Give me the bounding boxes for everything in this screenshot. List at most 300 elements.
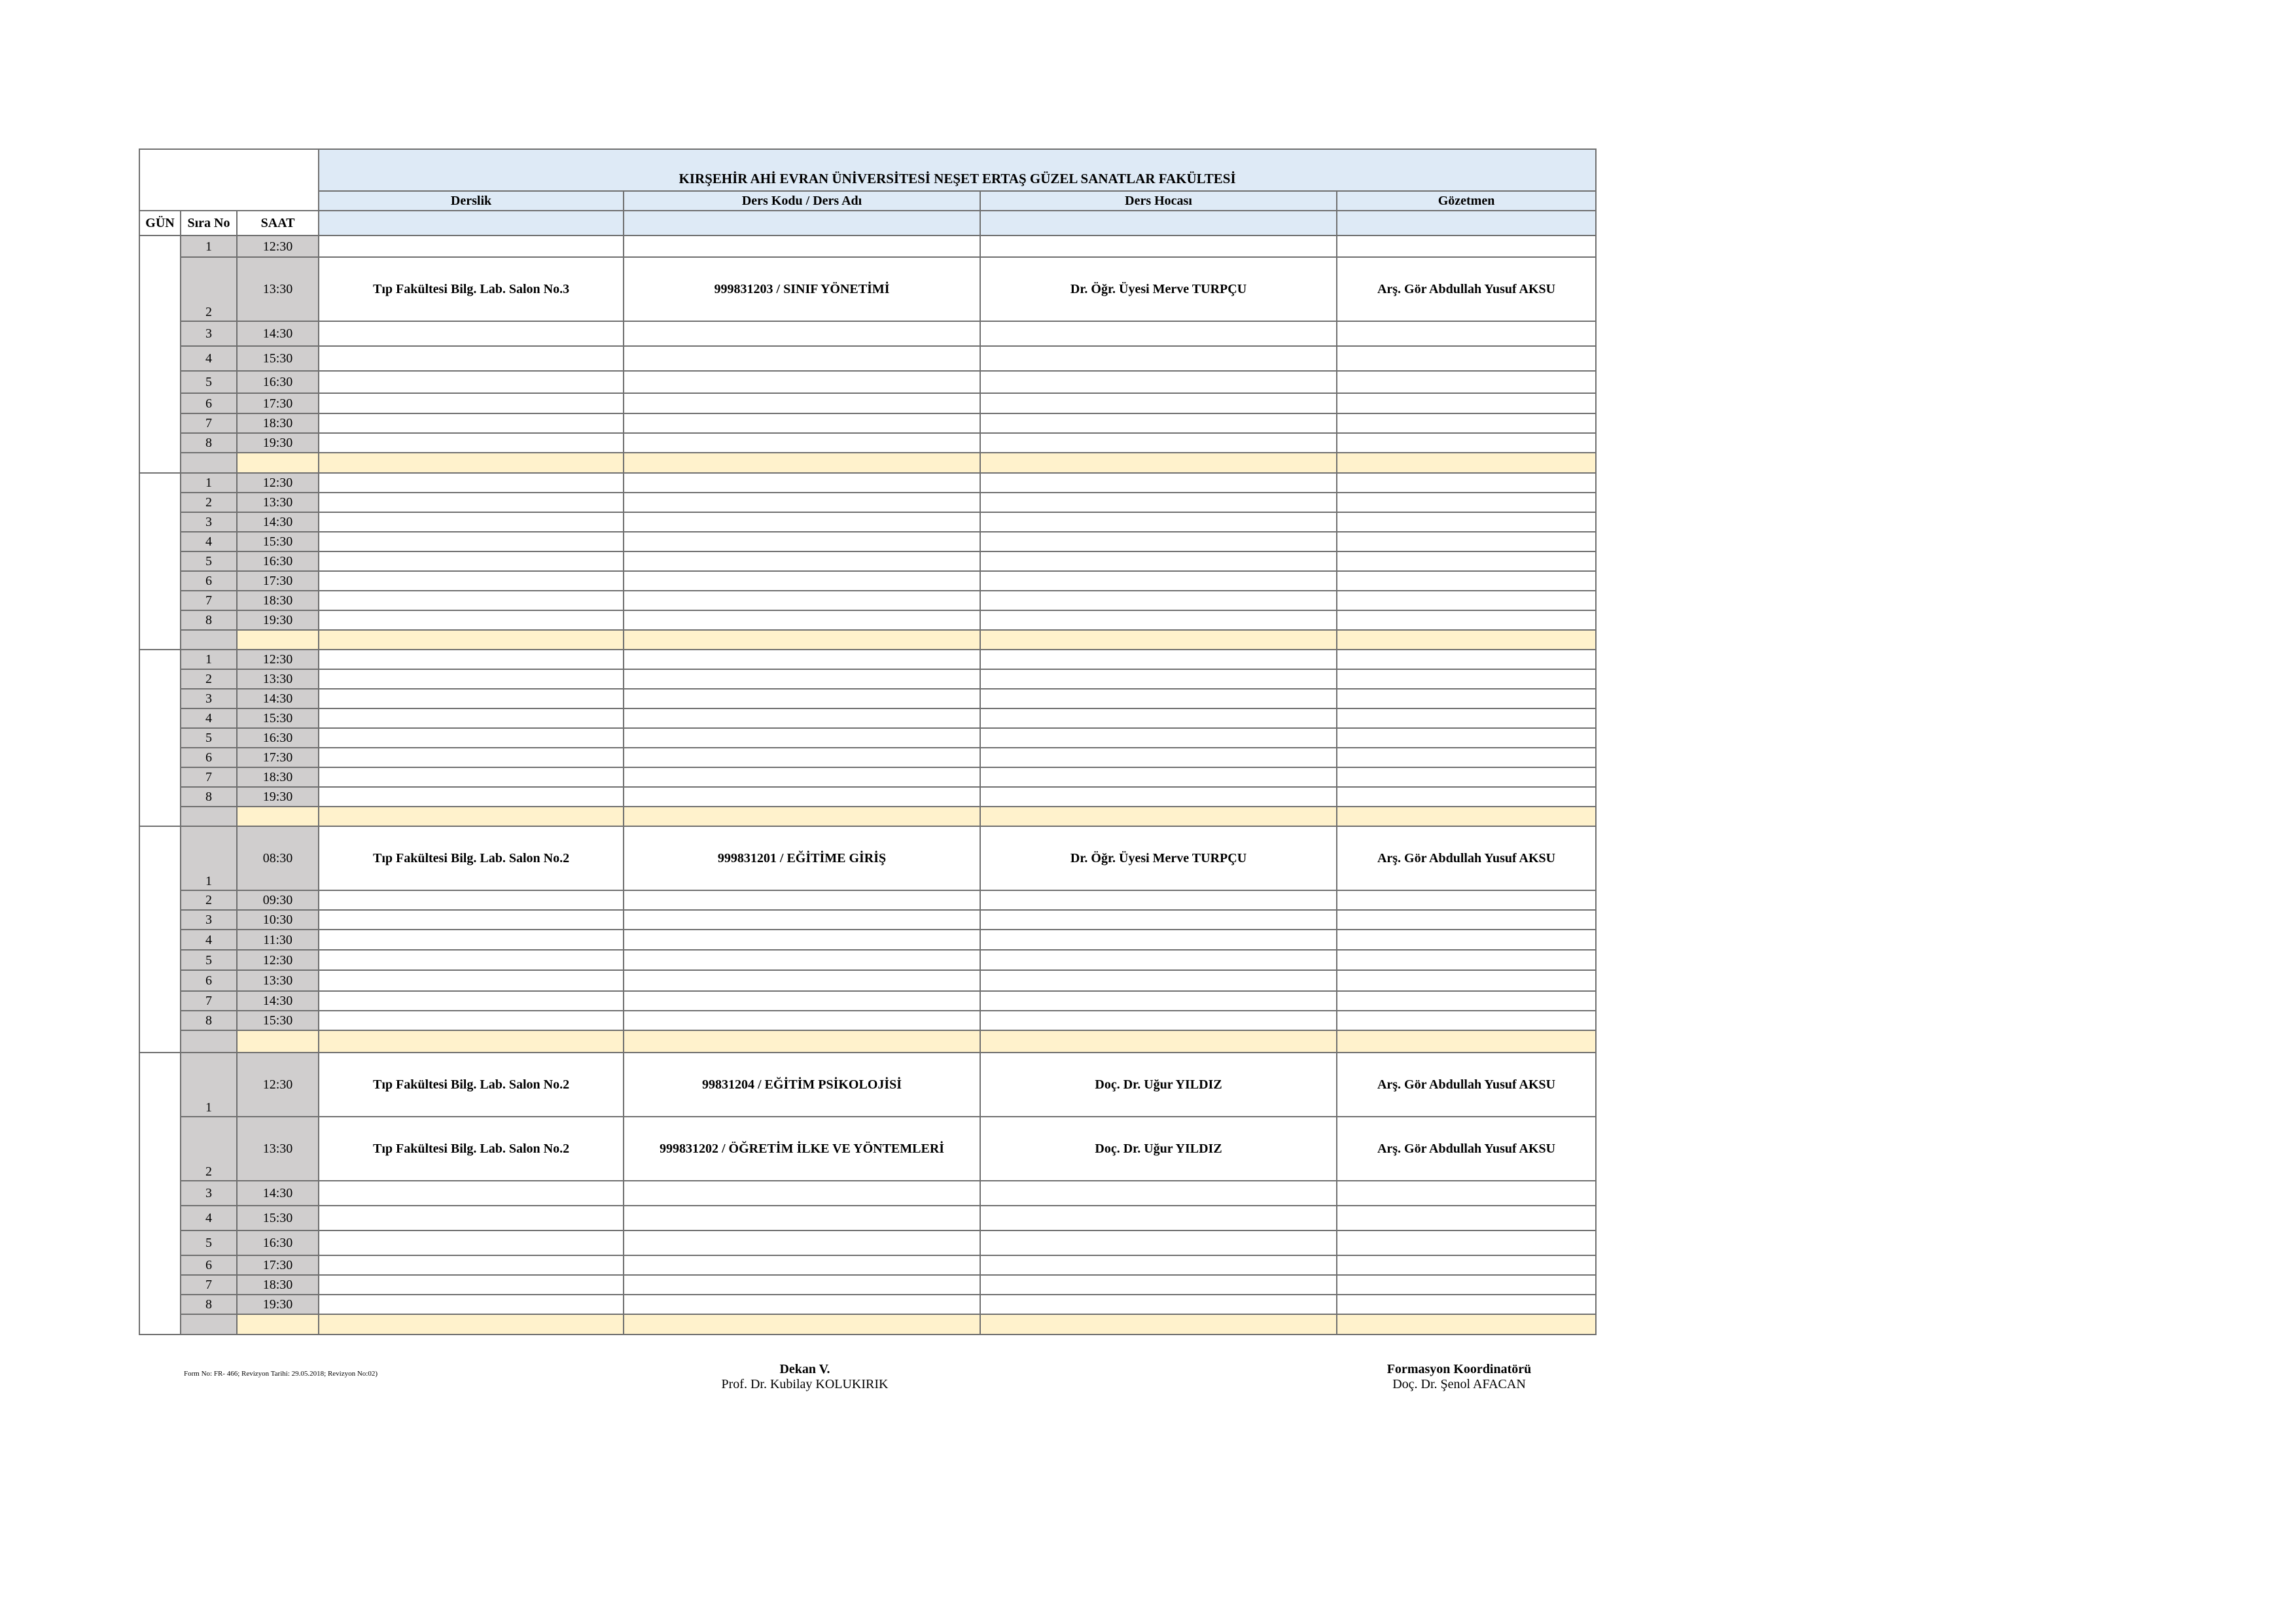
table-row	[139, 728, 1596, 748]
row-proctor	[1337, 950, 1596, 970]
table-row	[139, 473, 1596, 493]
row-classroom: Tıp Fakültesi Bilg. Lab. Salon No.3	[319, 257, 624, 321]
row-instructor	[980, 532, 1337, 551]
row-course	[624, 728, 980, 748]
row-proctor	[1337, 689, 1596, 708]
row-instructor: Dr. Öğr. Üyesi Merve TURPÇU	[980, 257, 1337, 321]
row-number: 1	[181, 826, 237, 890]
row-time: 15:30	[237, 1011, 319, 1030]
row-time: 14:30	[237, 689, 319, 708]
row-time: 15:30	[237, 346, 319, 371]
row-number: 5	[181, 551, 237, 571]
row-course	[624, 512, 980, 532]
row-proctor: Arş. Gör Abdullah Yusuf AKSU	[1337, 1053, 1596, 1117]
row-instructor	[980, 321, 1337, 346]
row-time: 16:30	[237, 371, 319, 393]
row-classroom	[319, 728, 624, 748]
row-course	[624, 571, 980, 591]
row-number: 8	[181, 787, 237, 807]
table-row	[139, 1117, 1596, 1181]
row-classroom	[319, 551, 624, 571]
row-classroom	[319, 767, 624, 787]
row-instructor	[980, 767, 1337, 787]
row-proctor	[1337, 1206, 1596, 1230]
row-time: 11:30	[237, 930, 319, 950]
row-course	[624, 1206, 980, 1230]
row-course	[624, 950, 980, 970]
row-number: 6	[181, 970, 237, 991]
row-classroom	[319, 512, 624, 532]
day-cell	[139, 236, 181, 473]
row-course	[624, 433, 980, 453]
coordinator-signature	[1328, 1362, 1590, 1392]
row-classroom	[319, 413, 624, 433]
row-proctor	[1337, 890, 1596, 910]
row-instructor	[980, 236, 1337, 257]
row-time: 14:30	[237, 512, 319, 532]
row-number: 4	[181, 1206, 237, 1230]
separator-cell	[319, 1314, 624, 1335]
table-row	[139, 257, 1596, 321]
table-row	[139, 669, 1596, 689]
blank-cell	[980, 211, 1337, 236]
row-course: 999831201 / EĞİTİME GİRİŞ	[624, 826, 980, 890]
row-time: 13:30	[237, 669, 319, 689]
row-course	[624, 1255, 980, 1275]
row-proctor	[1337, 991, 1596, 1011]
row-proctor: Arş. Gör Abdullah Yusuf AKSU	[1337, 826, 1596, 890]
row-time: 13:30	[237, 1117, 319, 1181]
row-classroom	[319, 890, 624, 910]
row-proctor	[1337, 393, 1596, 413]
separator-cell	[624, 453, 980, 473]
blank-cell	[624, 211, 980, 236]
separator-cell	[237, 1314, 319, 1335]
day-cell	[139, 650, 181, 826]
row-proctor	[1337, 1181, 1596, 1206]
row-classroom	[319, 321, 624, 346]
row-number: 8	[181, 1295, 237, 1314]
separator-cell	[181, 1314, 237, 1335]
row-course	[624, 991, 980, 1011]
row-number: 2	[181, 493, 237, 512]
col-header-gun: GÜN	[139, 211, 181, 236]
col-header-sira: Sıra No	[181, 211, 237, 236]
row-number: 4	[181, 346, 237, 371]
row-classroom	[319, 708, 624, 728]
row-classroom	[319, 591, 624, 610]
row-instructor	[980, 1181, 1337, 1206]
row-instructor	[980, 689, 1337, 708]
row-course	[624, 787, 980, 807]
row-time: 17:30	[237, 1255, 319, 1275]
row-instructor	[980, 930, 1337, 950]
row-classroom	[319, 1275, 624, 1295]
row-time: 14:30	[237, 991, 319, 1011]
table-row	[139, 1181, 1596, 1206]
row-proctor	[1337, 413, 1596, 433]
row-time: 15:30	[237, 532, 319, 551]
separator-cell	[624, 630, 980, 650]
row-instructor	[980, 950, 1337, 970]
row-classroom	[319, 748, 624, 767]
row-proctor	[1337, 512, 1596, 532]
row-number: 8	[181, 610, 237, 630]
row-course	[624, 1275, 980, 1295]
title-block	[319, 149, 1596, 191]
table-row	[139, 708, 1596, 728]
row-course	[624, 767, 980, 787]
row-course	[624, 1181, 980, 1206]
row-proctor	[1337, 787, 1596, 807]
row-proctor	[1337, 970, 1596, 991]
row-number: 7	[181, 1275, 237, 1295]
row-instructor	[980, 433, 1337, 453]
row-instructor	[980, 1206, 1337, 1230]
row-time: 12:30	[237, 473, 319, 493]
dean-signature	[674, 1362, 936, 1392]
table-row	[139, 890, 1596, 910]
row-time: 16:30	[237, 551, 319, 571]
row-time: 18:30	[237, 1275, 319, 1295]
row-time: 17:30	[237, 571, 319, 591]
row-proctor	[1337, 551, 1596, 571]
row-proctor	[1337, 767, 1596, 787]
row-number: 3	[181, 1181, 237, 1206]
row-course	[624, 890, 980, 910]
row-course	[624, 689, 980, 708]
row-proctor	[1337, 371, 1596, 393]
col-header-derslik: Derslik	[319, 191, 624, 211]
row-instructor	[980, 728, 1337, 748]
row-time: 09:30	[237, 890, 319, 910]
row-time: 14:30	[237, 321, 319, 346]
row-course	[624, 930, 980, 950]
row-classroom	[319, 910, 624, 930]
separator-cell	[237, 630, 319, 650]
row-course	[624, 371, 980, 393]
row-instructor	[980, 512, 1337, 532]
row-classroom	[319, 433, 624, 453]
table-row	[139, 787, 1596, 807]
row-time: 08:30	[237, 826, 319, 890]
row-time: 12:30	[237, 650, 319, 669]
row-course	[624, 1011, 980, 1030]
table-row	[139, 1053, 1596, 1117]
row-course	[624, 532, 980, 551]
row-number: 5	[181, 371, 237, 393]
separator-cell	[980, 807, 1337, 826]
row-course	[624, 910, 980, 930]
table-row	[139, 1230, 1596, 1255]
row-time: 14:30	[237, 1181, 319, 1206]
separator-cell	[237, 453, 319, 473]
row-number: 5	[181, 1230, 237, 1255]
row-time: 19:30	[237, 1295, 319, 1314]
table-row	[139, 991, 1596, 1011]
row-instructor	[980, 1295, 1337, 1314]
row-instructor	[980, 371, 1337, 393]
separator-cell	[319, 1030, 624, 1053]
separator-cell	[181, 453, 237, 473]
row-proctor	[1337, 493, 1596, 512]
row-number: 4	[181, 708, 237, 728]
row-number: 4	[181, 532, 237, 551]
table-row	[139, 551, 1596, 571]
row-proctor	[1337, 669, 1596, 689]
separator-cell	[319, 807, 624, 826]
row-proctor	[1337, 1011, 1596, 1030]
row-classroom	[319, 1295, 624, 1314]
row-course	[624, 748, 980, 767]
row-number: 6	[181, 748, 237, 767]
row-proctor	[1337, 473, 1596, 493]
row-proctor	[1337, 708, 1596, 728]
separator-cell	[1337, 1314, 1596, 1335]
row-classroom	[319, 346, 624, 371]
row-number: 2	[181, 669, 237, 689]
row-proctor	[1337, 910, 1596, 930]
row-course	[624, 551, 980, 571]
row-proctor	[1337, 433, 1596, 453]
row-time: 12:30	[237, 950, 319, 970]
row-number: 8	[181, 1011, 237, 1030]
row-time: 16:30	[237, 728, 319, 748]
row-proctor	[1337, 930, 1596, 950]
table-row	[139, 1275, 1596, 1295]
row-instructor	[980, 1011, 1337, 1030]
day-separator-row	[139, 453, 1596, 473]
row-instructor	[980, 669, 1337, 689]
row-course	[624, 321, 980, 346]
table-row	[139, 413, 1596, 433]
row-instructor	[980, 413, 1337, 433]
row-classroom	[319, 1206, 624, 1230]
table-row	[139, 532, 1596, 551]
day-separator-row	[139, 807, 1596, 826]
row-number: 7	[181, 767, 237, 787]
separator-cell	[980, 453, 1337, 473]
row-number: 3	[181, 689, 237, 708]
row-time: 17:30	[237, 393, 319, 413]
row-number: 5	[181, 728, 237, 748]
table-row	[139, 1295, 1596, 1314]
row-course	[624, 393, 980, 413]
row-number: 2	[181, 1117, 237, 1181]
row-classroom: Tıp Fakültesi Bilg. Lab. Salon No.2	[319, 1053, 624, 1117]
row-instructor: Doç. Dr. Uğur YILDIZ	[980, 1053, 1337, 1117]
row-number: 6	[181, 1255, 237, 1275]
row-classroom	[319, 473, 624, 493]
table-row	[139, 1255, 1596, 1275]
table-row	[139, 1206, 1596, 1230]
table-row	[139, 512, 1596, 532]
row-instructor	[980, 910, 1337, 930]
separator-cell	[181, 630, 237, 650]
row-number: 3	[181, 910, 237, 930]
blank-cell	[319, 211, 624, 236]
separator-cell	[1337, 807, 1596, 826]
row-time: 15:30	[237, 1206, 319, 1230]
row-classroom	[319, 650, 624, 669]
separator-cell	[237, 1030, 319, 1053]
dean-name: Prof. Dr. Kubilay KOLUKIRIK	[721, 1377, 889, 1391]
row-classroom	[319, 1011, 624, 1030]
separator-cell	[980, 1314, 1337, 1335]
table-row	[139, 950, 1596, 970]
row-proctor	[1337, 610, 1596, 630]
table-row	[139, 371, 1596, 393]
table-row	[139, 826, 1596, 890]
row-instructor	[980, 591, 1337, 610]
row-classroom	[319, 930, 624, 950]
table-row	[139, 236, 1596, 257]
separator-cell	[181, 1030, 237, 1053]
row-number: 7	[181, 991, 237, 1011]
row-instructor	[980, 890, 1337, 910]
row-proctor	[1337, 346, 1596, 371]
row-instructor	[980, 1275, 1337, 1295]
col-header-saat: SAAT	[237, 211, 319, 236]
row-instructor	[980, 991, 1337, 1011]
separator-cell	[624, 807, 980, 826]
table-row	[139, 591, 1596, 610]
row-classroom	[319, 571, 624, 591]
day-separator-row	[139, 630, 1596, 650]
separator-cell	[237, 807, 319, 826]
row-time: 19:30	[237, 787, 319, 807]
table-row	[139, 767, 1596, 787]
row-proctor	[1337, 1255, 1596, 1275]
row-time: 19:30	[237, 433, 319, 453]
row-time: 17:30	[237, 748, 319, 767]
dean-title: Dekan V.	[779, 1362, 830, 1376]
row-course	[624, 493, 980, 512]
row-classroom	[319, 393, 624, 413]
row-time: 19:30	[237, 610, 319, 630]
table-row	[139, 493, 1596, 512]
separator-cell	[624, 1030, 980, 1053]
separator-cell	[980, 1030, 1337, 1053]
row-time: 12:30	[237, 1053, 319, 1117]
row-classroom	[319, 669, 624, 689]
day-separator-row	[139, 1030, 1596, 1053]
row-proctor	[1337, 591, 1596, 610]
row-number: 1	[181, 650, 237, 669]
row-number: 7	[181, 413, 237, 433]
row-proctor	[1337, 236, 1596, 257]
row-number: 5	[181, 950, 237, 970]
row-time: 13:30	[237, 257, 319, 321]
row-instructor	[980, 787, 1337, 807]
row-course	[624, 669, 980, 689]
row-classroom: Tıp Fakültesi Bilg. Lab. Salon No.2	[319, 1117, 624, 1181]
separator-cell	[1337, 630, 1596, 650]
row-number: 3	[181, 512, 237, 532]
separator-cell	[181, 807, 237, 826]
row-proctor: Arş. Gör Abdullah Yusuf AKSU	[1337, 1117, 1596, 1181]
table-row	[139, 650, 1596, 669]
row-instructor	[980, 1255, 1337, 1275]
row-course	[624, 591, 980, 610]
row-proctor: Arş. Gör Abdullah Yusuf AKSU	[1337, 257, 1596, 321]
separator-cell	[980, 630, 1337, 650]
row-classroom: Tıp Fakültesi Bilg. Lab. Salon No.2	[319, 826, 624, 890]
row-time: 12:30	[237, 236, 319, 257]
row-instructor	[980, 493, 1337, 512]
row-instructor: Dr. Öğr. Üyesi Merve TURPÇU	[980, 826, 1337, 890]
separator-cell	[319, 630, 624, 650]
coordinator-name: Doç. Dr. Şenol AFACAN	[1392, 1377, 1526, 1391]
table-row	[139, 748, 1596, 767]
day-separator-row	[139, 1314, 1596, 1335]
row-proctor	[1337, 728, 1596, 748]
row-classroom	[319, 493, 624, 512]
row-time: 13:30	[237, 493, 319, 512]
row-classroom	[319, 1255, 624, 1275]
table-row	[139, 321, 1596, 346]
row-time: 18:30	[237, 767, 319, 787]
row-number: 3	[181, 321, 237, 346]
table-row	[139, 1011, 1596, 1030]
table-row	[139, 610, 1596, 630]
form-number: Form No: FR- 466; Revizyon Tarihi: 29.05.2018; Revizyon No:02)	[184, 1370, 378, 1378]
row-instructor	[980, 571, 1337, 591]
row-classroom	[319, 610, 624, 630]
row-proctor	[1337, 748, 1596, 767]
row-proctor	[1337, 1275, 1596, 1295]
row-course	[624, 346, 980, 371]
row-proctor	[1337, 1295, 1596, 1314]
day-cell	[139, 473, 181, 650]
row-course	[624, 1295, 980, 1314]
row-proctor	[1337, 1230, 1596, 1255]
table-row	[139, 346, 1596, 371]
row-proctor	[1337, 321, 1596, 346]
separator-cell	[319, 453, 624, 473]
row-classroom	[319, 236, 624, 257]
row-classroom	[319, 371, 624, 393]
row-instructor	[980, 473, 1337, 493]
row-course	[624, 236, 980, 257]
row-classroom	[319, 787, 624, 807]
col-header-gozetmen: Gözetmen	[1337, 191, 1596, 211]
table-row	[139, 433, 1596, 453]
header-blank	[139, 149, 319, 211]
row-instructor	[980, 708, 1337, 728]
row-course	[624, 650, 980, 669]
separator-cell	[1337, 453, 1596, 473]
row-classroom	[319, 950, 624, 970]
row-time: 15:30	[237, 708, 319, 728]
row-proctor	[1337, 532, 1596, 551]
row-number: 1	[181, 1053, 237, 1117]
separator-cell	[1337, 1030, 1596, 1053]
row-time: 16:30	[237, 1230, 319, 1255]
row-course	[624, 473, 980, 493]
row-classroom	[319, 689, 624, 708]
row-number: 8	[181, 433, 237, 453]
row-number: 7	[181, 591, 237, 610]
row-number: 2	[181, 890, 237, 910]
col-header-hoca: Ders Hocası	[980, 191, 1337, 211]
row-proctor	[1337, 571, 1596, 591]
row-number: 1	[181, 236, 237, 257]
row-instructor: Doç. Dr. Uğur YILDIZ	[980, 1117, 1337, 1181]
table-row	[139, 930, 1596, 950]
row-instructor	[980, 610, 1337, 630]
row-classroom	[319, 991, 624, 1011]
